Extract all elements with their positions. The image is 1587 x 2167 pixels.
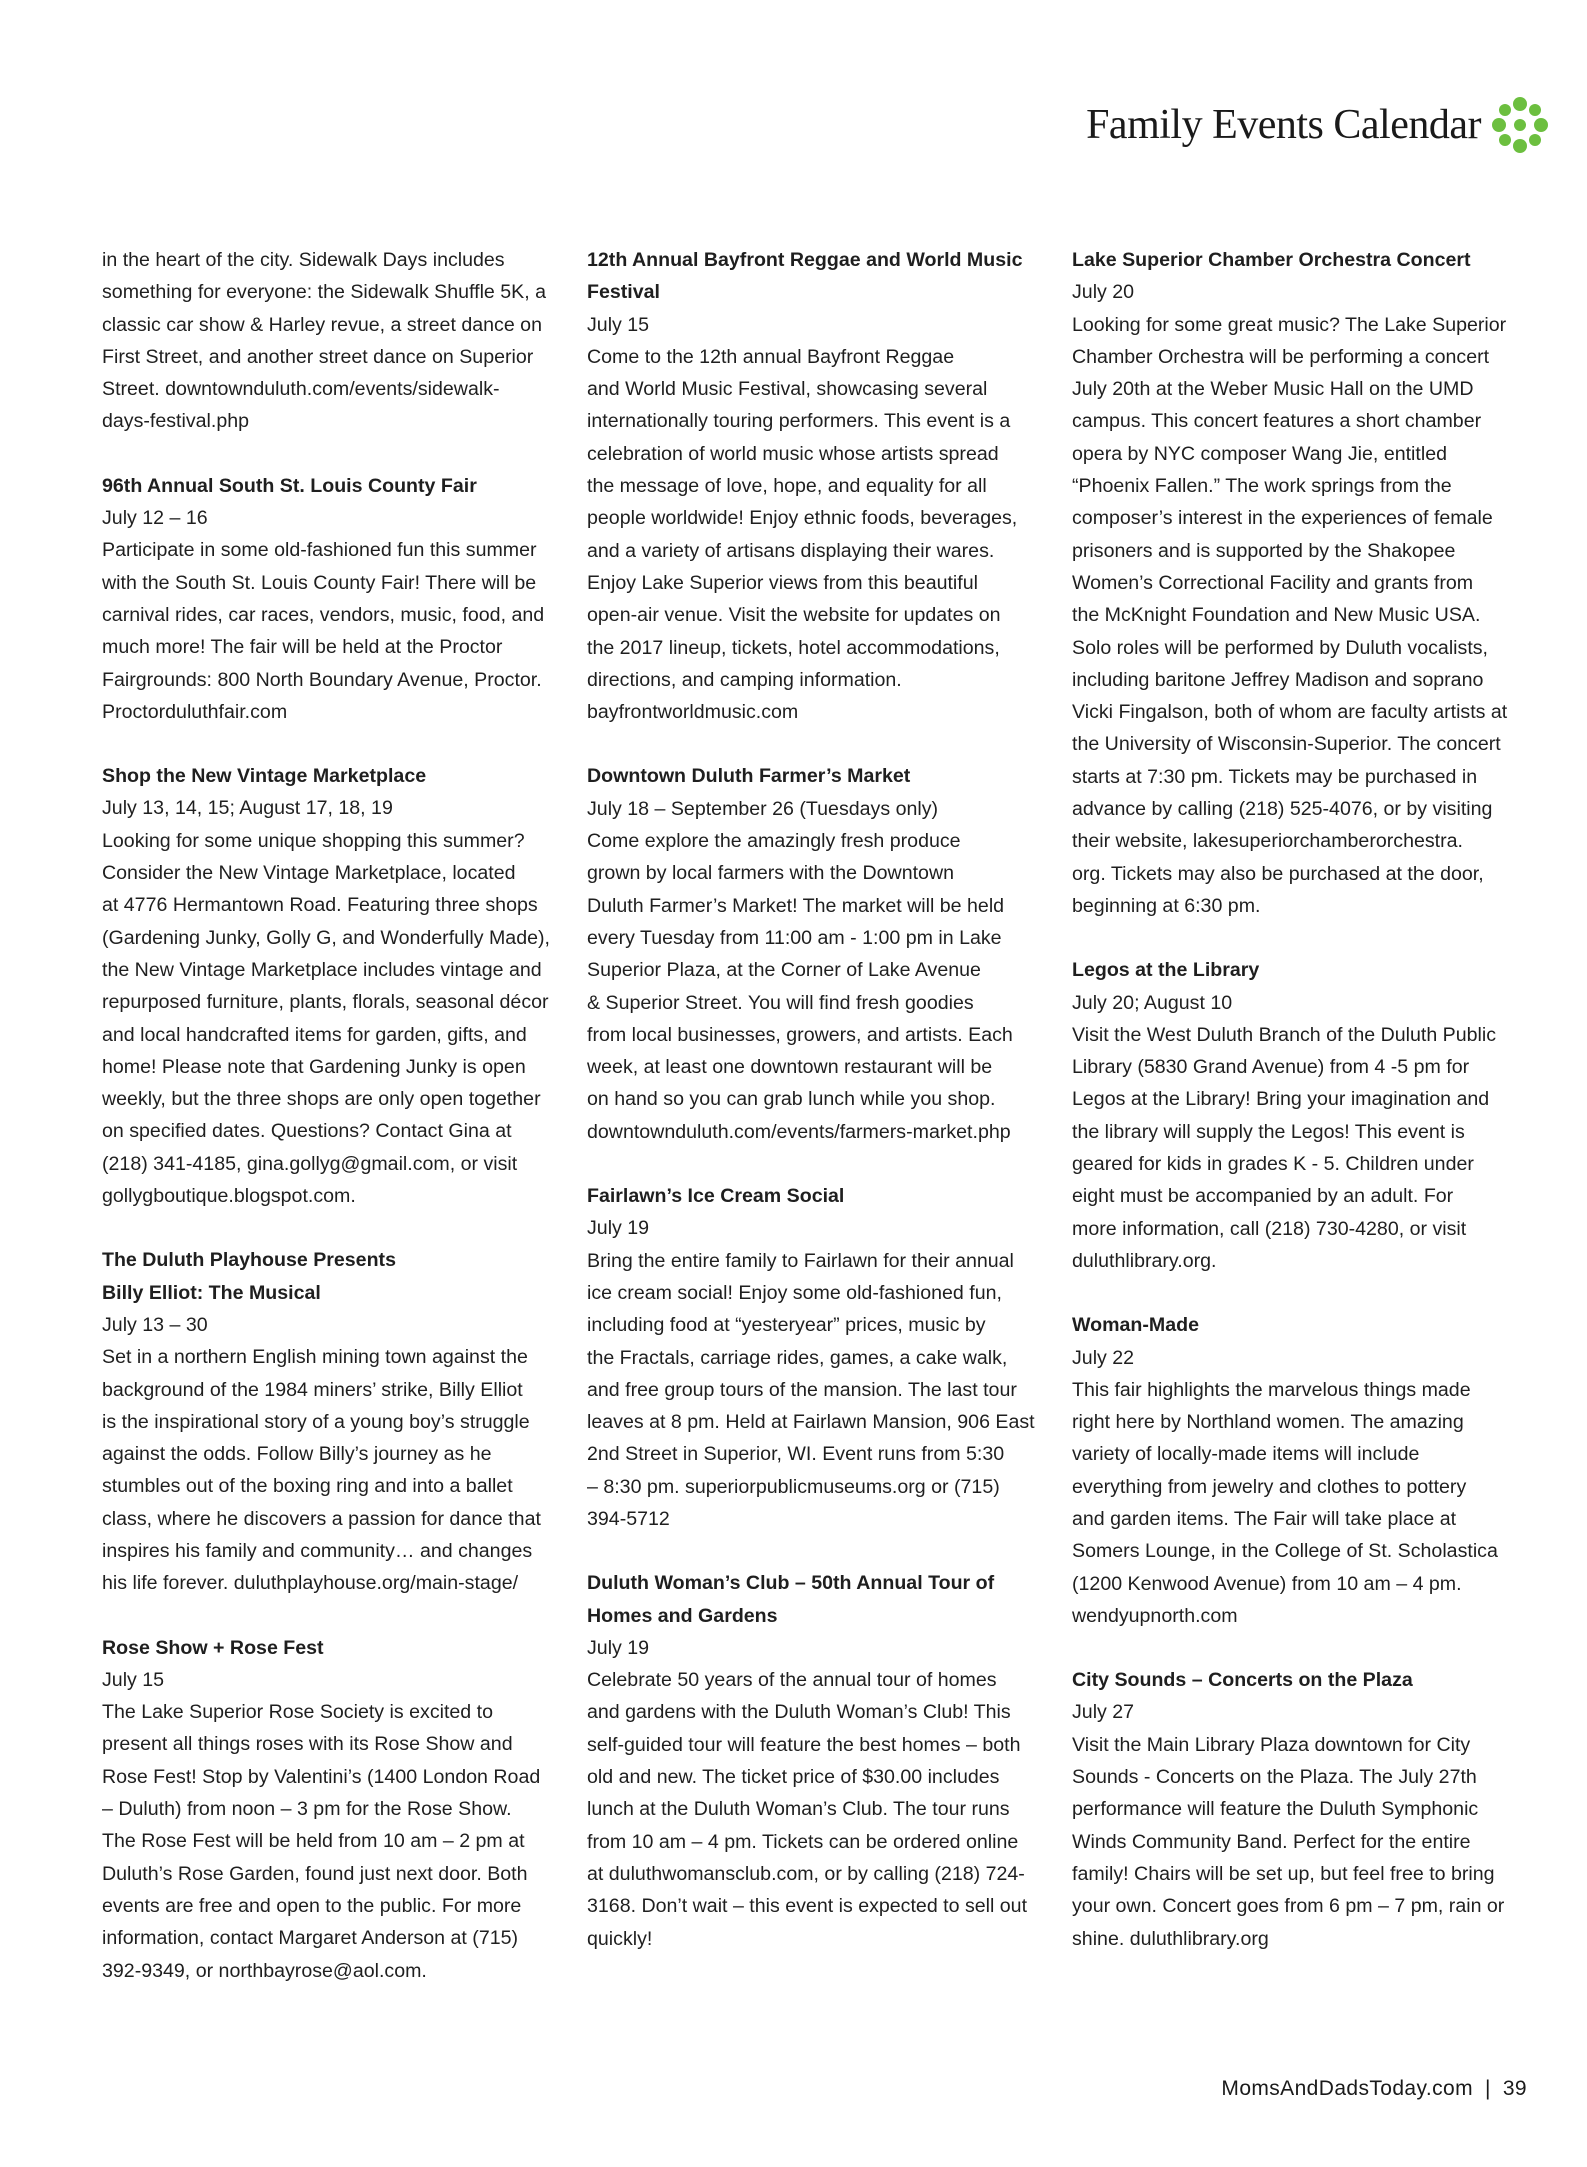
event-text-line: the New Vintage Marketplace includes vintage and (102, 958, 542, 981)
event-text-line: 2nd Street in Superior, WI. Event runs from 5:30 (587, 1443, 1005, 1466)
footer-site[interactable]: MomsAndDadsToday.com (1221, 2077, 1473, 2100)
event-text-line: The Rose Fest will be held from 10 am – 2 pm at (102, 1830, 525, 1853)
event-text-line: open-air venue. Visit the website for updates on (587, 604, 1001, 627)
event-text-line: everything from jewelry and clothes to pottery (1072, 1475, 1467, 1498)
event-text-line: Come explore the amazingly fresh produce (587, 830, 961, 853)
event-text-line: July 20th at the Weber Music Hall on the UMD (1072, 378, 1474, 401)
event-entry (587, 244, 1047, 728)
event-text-line: old and new. The ticket price of $30.00 includes (587, 1766, 1000, 1789)
event-text-line: right here by Northland women. The amazing (1072, 1411, 1464, 1434)
event-text-line: at 4776 Hermantown Road. Featuring three shops (102, 894, 538, 917)
event-date: July 12 – 16 (102, 507, 208, 530)
event-text-line: performance will feature the Duluth Symphonic (1072, 1798, 1479, 1821)
event-text-line: including food at “yesteryear” prices, music by (587, 1314, 986, 1337)
event-text-line: leaves at 8 pm. Held at Fairlawn Mansion, 906 East (587, 1411, 1035, 1434)
event-text-line: (218) 341-4185, gina.gollyg@gmail.com, or visit (102, 1152, 518, 1175)
event-text-line: and local handcrafted items for garden, gifts, and (102, 1023, 527, 1046)
event-entry (587, 1567, 1047, 1955)
event-text-line: Superior Plaza, at the Corner of Lake Avenue (587, 959, 981, 982)
event-title: Downtown Duluth Farmer’s Market (587, 765, 911, 788)
event-text-line: Winds Community Band. Perfect for the entire (1072, 1830, 1471, 1853)
event-entry (102, 760, 562, 1212)
event-text-line: the Fractals, carriage rides, games, a cake walk, (587, 1346, 1008, 1369)
event-text-line: classic car show & Harley revue, a street dance on (102, 313, 542, 336)
event-text-line: events are free and open to the public. For more (102, 1894, 522, 1917)
event-text-line: week, at least one downtown restaurant will be (587, 1056, 993, 1079)
event-text-line: 392-9349, or northbayrose@aol.com. (102, 1959, 427, 1982)
event-text-line: more information, call (218) 730-4280, or visit (1072, 1217, 1467, 1240)
event-title: Fairlawn’s Ice Cream Social (587, 1185, 845, 1208)
event-text-line: composer’s interest in the experiences of female (1072, 507, 1493, 530)
event-text-line: including baritone Jeffrey Madison and soprano (1072, 668, 1484, 691)
event-text-line: the University of Wisconsin-Superior. The concert (1072, 733, 1501, 756)
event-text-line: Participate in some old-fashioned fun this summer (102, 539, 537, 562)
event-text-line: – Duluth) from noon – 3 pm for the Rose Show. (102, 1798, 512, 1821)
event-text-line: days-festival.php (102, 410, 250, 433)
event-text-line: information, contact Margaret Anderson at (715) (102, 1927, 519, 1950)
event-text-line: shine. duluthlibrary.org (1072, 1927, 1269, 1950)
event-date: July 27 (1072, 1701, 1135, 1724)
event-title: Legos at the Library (1072, 959, 1260, 982)
event-text-line: with the South St. Louis County Fair! There will be (102, 571, 537, 594)
page-footer (1221, 2077, 1527, 2101)
event-text-line: and World Music Festival, showcasing several (587, 378, 988, 401)
event-entry (587, 760, 1047, 1148)
event-text-line: the message of love, hope, and equality for all (587, 475, 987, 498)
event-text-line: and garden items. The Fair will take place at (1072, 1507, 1457, 1530)
event-text-line: the library will supply the Legos! This event is (1072, 1120, 1465, 1143)
event-text-line: Consider the New Vintage Marketplace, located (102, 862, 516, 885)
event-text-line: advance by calling (218) 525-4076, or by visiting (1072, 798, 1493, 821)
event-text-line: Celebrate 50 years of the annual tour of homes (587, 1669, 997, 1692)
event-text-line: Duluth’s Rose Garden, found just next door. Both (102, 1862, 528, 1885)
event-text-line: much more! The fair will be held at the Proctor (102, 636, 503, 659)
event-entry (1072, 954, 1532, 1277)
event-text-line: directions, and camping information. (587, 668, 902, 691)
event-date: July 19 (587, 1636, 650, 1659)
event-text-line: present all things roses with its Rose Show and (102, 1733, 513, 1756)
event-text-line: the McKnight Foundation and New Music USA. (1072, 604, 1481, 627)
page-header (1086, 96, 1549, 154)
event-text-line: lunch at the Duluth Woman’s Club. The tour runs (587, 1798, 1010, 1821)
event-text-line: Bring the entire family to Fairlawn for their annual (587, 1249, 1014, 1272)
event-text-line: Somers Lounge, in the College of St. Scholastica (1072, 1540, 1498, 1563)
event-title: Duluth Woman’s Club – 50th Annual Tour of (587, 1572, 995, 1595)
event-text-line: – 8:30 pm. superiorpublicmuseums.org or (715) (587, 1475, 1000, 1498)
event-title: The Duluth Playhouse Presents (102, 1249, 396, 1272)
event-date: July 19 (587, 1217, 650, 1240)
event-columns (102, 244, 1532, 2019)
event-text-line: (Gardening Junky, Golly G, and Wonderfully Made), (102, 926, 550, 949)
event-entry (102, 1244, 562, 1599)
event-text-line: internationally touring performers. This event is a (587, 410, 1011, 433)
event-text-line: people worldwide! Enjoy ethnic foods, beverages, (587, 507, 1018, 530)
event-title: Billy Elliot: The Musical (102, 1281, 321, 1304)
event-text-line: on hand so you can grab lunch while you shop. (587, 1088, 996, 1111)
event-text-line: is the inspirational story of a young boy’s struggle (102, 1410, 530, 1433)
column (102, 244, 562, 2019)
event-entry (1072, 244, 1532, 922)
event-date: July 13, 14, 15; August 17, 18, 19 (102, 797, 393, 820)
event-text-line: something for everyone: the Sidewalk Shuffle 5K, a (102, 281, 547, 304)
event-text-line: carnival rides, car races, vendors, music, food, and (102, 603, 545, 626)
event-text-line: repurposed furniture, plants, florals, seasonal décor (102, 991, 549, 1014)
event-text-line: 394-5712 (587, 1507, 670, 1530)
event-title: Lake Superior Chamber Orchestra Concert (1072, 249, 1471, 271)
event-title: 12th Annual Bayfront Reggae and World Music (587, 249, 1023, 271)
event-text-line: 3168. Don’t wait – this event is expected to sell out (587, 1895, 1028, 1918)
event-text-line: wendyupnorth.com (1072, 1604, 1238, 1627)
event-text-line: quickly! (587, 1927, 653, 1950)
event-entry (1072, 1309, 1532, 1632)
event-text-line: every Tuesday from 11:00 am - 1:00 pm in Lake (587, 926, 1002, 949)
event-text-line: Come to the 12th annual Bayfront Reggae (587, 345, 955, 368)
event-text-line: class, where he discovers a passion for dance that (102, 1507, 541, 1530)
page-number: 39 (1502, 2077, 1527, 2100)
event-text-line: Street. downtownduluth.com/events/sidewalk- (102, 378, 500, 401)
event-text-line: Women’s Correctional Facility and grants from (1072, 571, 1474, 594)
flower-icon (1491, 96, 1549, 154)
event-text-line: from 10 am – 4 pm. Tickets can be ordered online (587, 1830, 1019, 1853)
event-text-line: weekly, but the three shops are only open together (102, 1088, 541, 1111)
event-title: Woman-Made (1072, 1314, 1200, 1337)
event-text-line: prisoners and is supported by the Shakopee (1072, 539, 1456, 562)
event-text-line: family! Chairs will be set up, but feel free to bring (1072, 1862, 1495, 1885)
event-entry (1072, 1664, 1532, 1955)
event-text-line: celebration of world music whose artists spread (587, 442, 999, 465)
page-title: Family Events Calendar (1086, 102, 1481, 148)
event-text-line: Set in a northern English mining town against the (102, 1346, 528, 1369)
event-text-line: duluthlibrary.org. (1072, 1249, 1217, 1272)
event-text-line: Looking for some great music? The Lake Superior (1072, 313, 1507, 336)
event-text-line: eight must be accompanied by an adult. For (1072, 1185, 1454, 1208)
event-text-line: bayfrontworldmusic.com (587, 701, 799, 724)
event-text-line: First Street, and another street dance on Superior (102, 345, 534, 368)
column (1072, 244, 1532, 2019)
event-text-line: and a variety of artisans displaying their wares. (587, 539, 995, 562)
event-date: July 13 – 30 (102, 1313, 208, 1336)
event-text-line: org. Tickets may also be purchased at the door, (1072, 862, 1484, 885)
event-text-line: their website, lakesuperiorchamberorchestra. (1072, 830, 1463, 853)
event-text-line: gollygboutique.blogspot.com. (102, 1185, 356, 1208)
event-text-line: Sounds - Concerts on the Plaza. The July 27th (1072, 1766, 1477, 1789)
event-text-line: beginning at 6:30 pm. (1072, 894, 1261, 917)
event-entry (102, 244, 562, 438)
event-text-line: Rose Fest! Stop by Valentini’s (1400 London Road (102, 1765, 541, 1788)
event-text-line: Enjoy Lake Superior views from this beautiful (587, 571, 978, 594)
event-text-line: home! Please note that Gardening Junky is open (102, 1055, 526, 1078)
event-title: Homes and Gardens (587, 1604, 778, 1627)
event-text-line: Vicki Fingalson, both of whom are faculty artists at (1072, 701, 1508, 724)
event-title: Rose Show + Rose Fest (102, 1636, 324, 1659)
event-text-line: Proctorduluthfair.com (102, 700, 288, 723)
event-date: July 20 (1072, 281, 1135, 304)
event-text-line: Solo roles will be performed by Duluth vocalists, (1072, 636, 1489, 659)
event-text-line: his life forever. duluthplayhouse.org/main-stage/ (102, 1572, 519, 1595)
event-text-line: “Phoenix Fallen.” The work springs from the (1072, 475, 1452, 498)
event-date: July 15 (102, 1668, 165, 1691)
event-text-line: and free group tours of the mansion. The last tour (587, 1378, 1017, 1401)
event-text-line: The Lake Superior Rose Society is excited to (102, 1701, 493, 1724)
event-entry (587, 1180, 1047, 1535)
event-text-line: Legos at the Library! Bring your imagination and (1072, 1088, 1490, 1111)
event-text-line: Chamber Orchestra will be performing a concert (1072, 345, 1490, 368)
event-text-line: self-guided tour will feature the best homes – both (587, 1733, 1021, 1756)
event-date: July 20; August 10 (1072, 991, 1233, 1014)
event-text-line: Looking for some unique shopping this summer? (102, 829, 525, 852)
event-date: July 18 – September 26 (Tuesdays only) (587, 797, 939, 820)
event-text-line: opera by NYC composer Wang Jie, entitled (1072, 442, 1447, 465)
event-text-line: ice cream social! Enjoy some old-fashioned fun, (587, 1281, 1002, 1304)
event-title: Festival (587, 281, 660, 304)
event-title: City Sounds – Concerts on the Plaza (1072, 1669, 1413, 1692)
event-text-line: inspires his family and community… and changes (102, 1539, 533, 1562)
event-text-line: stumbles out of the boxing ring and into a ballet (102, 1475, 513, 1498)
event-text-line: geared for kids in grades K - 5. Children under (1072, 1153, 1474, 1176)
event-text-line: (1200 Kenwood Avenue) from 10 am – 4 pm. (1072, 1572, 1462, 1595)
event-text-line: at duluthwomansclub.com, or by calling (218) 724- (587, 1862, 1025, 1885)
event-text-line: the 2017 lineup, tickets, hotel accommodations, (587, 636, 1000, 659)
event-text-line: Visit the West Duluth Branch of the Duluth Public (1072, 1023, 1497, 1046)
column (587, 244, 1047, 2019)
event-text-line: background of the 1984 miners’ strike, Billy Elliot (102, 1378, 523, 1401)
event-text-line: in the heart of the city. Sidewalk Days includes (102, 249, 505, 271)
event-text-line: This fair highlights the marvelous things made (1072, 1378, 1471, 1401)
event-text-line: & Superior Street. You will find fresh goodies (587, 991, 974, 1014)
event-date: July 22 (1072, 1346, 1135, 1369)
event-text-line: Library (5830 Grand Avenue) from 4 -5 pm for (1072, 1056, 1470, 1079)
event-entry (102, 470, 562, 728)
event-date: July 15 (587, 313, 650, 336)
event-title: Shop the New Vintage Marketplace (102, 765, 427, 788)
event-entry (102, 1632, 562, 1987)
event-text-line: variety of locally-made items will include (1072, 1443, 1420, 1466)
event-text-line: downtownduluth.com/events/farmers-market.php (587, 1120, 1011, 1143)
event-text-line: Fairgrounds: 800 North Boundary Avenue, Proctor. (102, 668, 542, 691)
event-text-line: against the odds. Follow Billy’s journey as he (102, 1443, 492, 1466)
event-text-line: Duluth Farmer’s Market! The market will be held (587, 894, 1005, 917)
event-text-line: and gardens with the Duluth Woman’s Club! This (587, 1701, 1011, 1724)
event-text-line: on specified dates. Questions? Contact Gina at (102, 1120, 512, 1143)
event-text-line: from local businesses, growers, and artists. Each (587, 1023, 1013, 1046)
event-text-line: campus. This concert features a short chamber (1072, 410, 1482, 433)
event-text-line: starts at 7:30 pm. Tickets may be purchased in (1072, 765, 1478, 788)
event-text-line: Visit the Main Library Plaza downtown for City (1072, 1733, 1471, 1756)
event-title: 96th Annual South St. Louis County Fair (102, 474, 477, 497)
event-text-line: grown by local farmers with the Downtown (587, 862, 954, 885)
event-text-line: your own. Concert goes from 6 pm – 7 pm, rain or (1072, 1895, 1505, 1918)
footer-separator: | (1484, 2077, 1491, 2100)
